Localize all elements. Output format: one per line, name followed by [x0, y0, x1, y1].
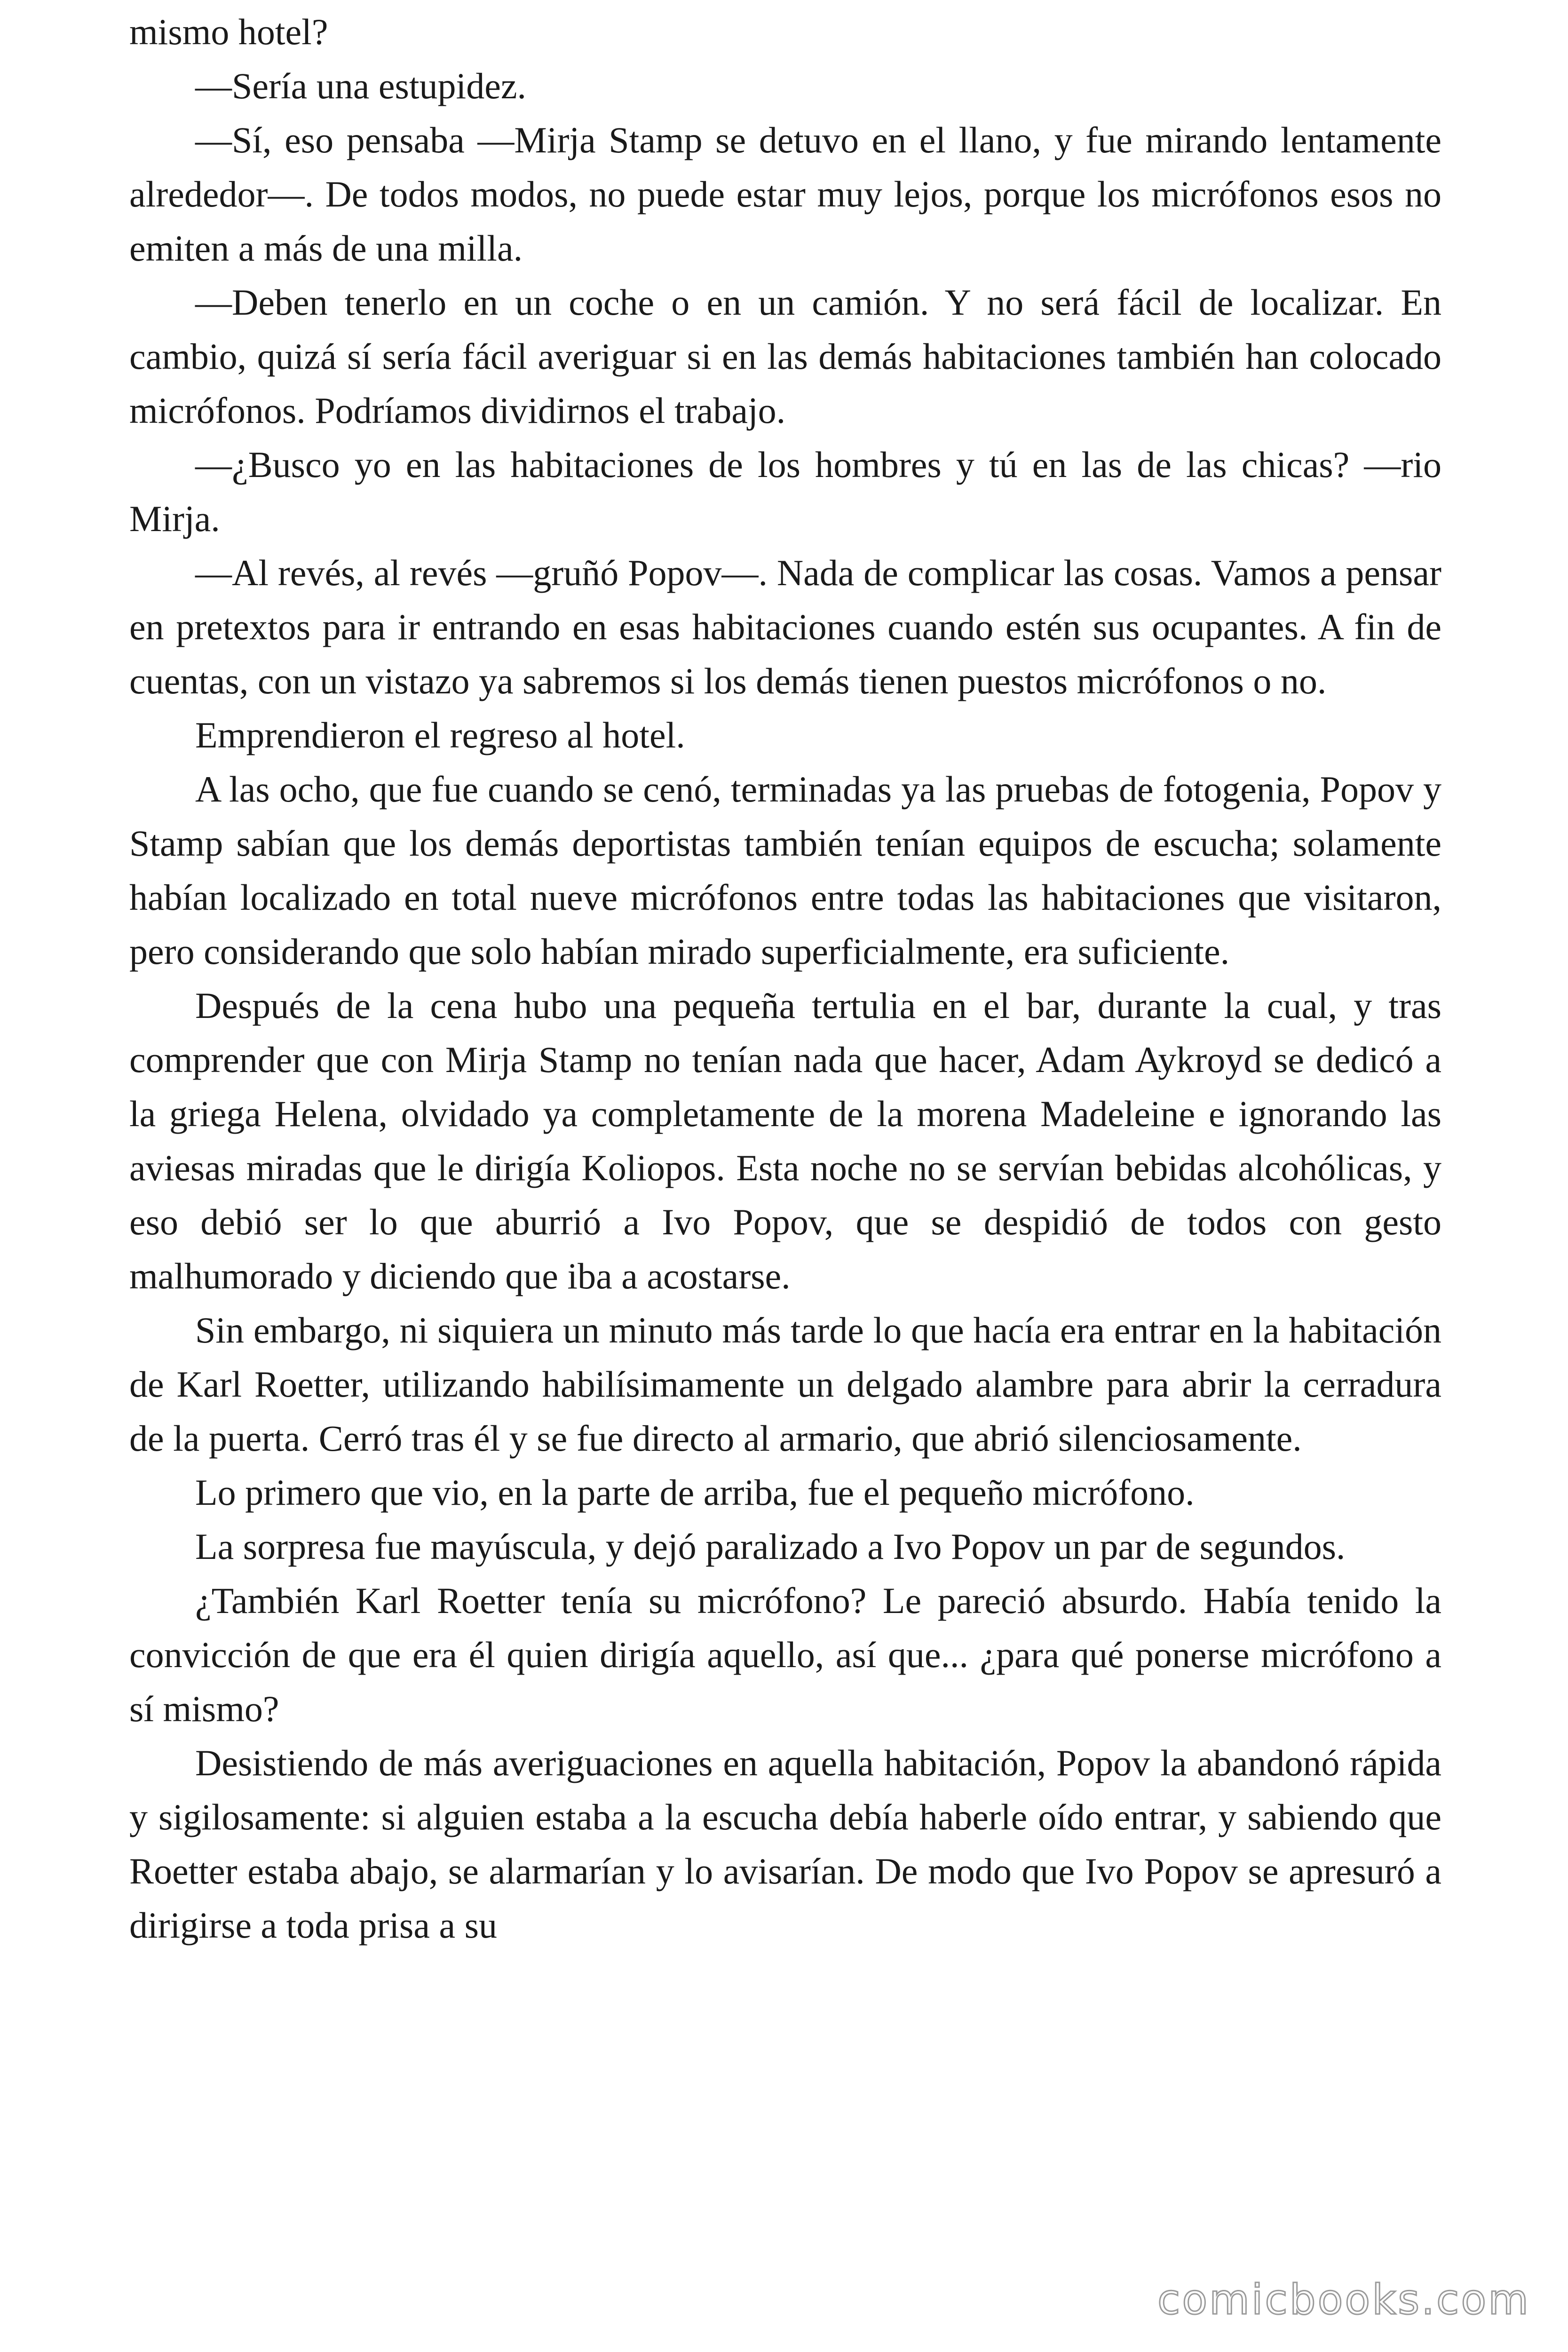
paragraph: —Al revés, al revés —gruñó Popov—. Nada de complicar las cosas. Vamos a pensar en pretextos para ir entrando en esas habitaciones cuando estén sus ocupantes. A fin de cuentas, con un vistazo ya sabremos si los demás tienen puestos micrófonos o no.	[129, 552, 1441, 701]
paragraph: —Deben tenerlo en un coche o en un camión. Y no será fácil de localizar. En cambio, quizá sí sería fácil averiguar si en las demás habitaciones también han colocado micrófonos. Podríamos dividirnos el trabajo.	[129, 282, 1441, 431]
paragraph: —¿Busco yo en las habitaciones de los hombres y tú en las de las chicas? —rio Mirja.	[129, 444, 1441, 539]
paragraph: Después de la cena hubo una pequeña tertulia en el bar, durante la cual, y tras comprender que con Mirja Stamp no tenían nada que hacer, Adam Aykroyd se dedicó a la griega Helena, olvidado ya completamente de la morena Madeleine e ignorando las aviesas miradas que le dirigía Koliopos. Esta noche no se servían bebidas alcohólicas, y eso debió ser lo que aburrió a Ivo Popov, que se despidió de todos con gesto malhumorado y diciendo que iba a acostarse.	[129, 985, 1441, 1296]
paragraph: La sorpresa fue mayúscula, y dejó paralizado a Ivo Popov un par de segundos.	[195, 1526, 1346, 1567]
paragraph: Desistiendo de más averiguaciones en aquella habitación, Popov la abandonó rápida y sigilosamente: si alguien estaba a la escucha debía haberle oído entrar, y sabiendo que Roetter estaba abajo, se alarmarían y lo avisarían. De modo que Ivo Popov se apresuró a dirigirse a toda prisa a su	[129, 1742, 1441, 1946]
watermark: comicbooks.com	[1157, 2275, 1530, 2324]
paragraph: A las ocho, que fue cuando se cenó, terminadas ya las pruebas de fotogenia, Popov y Stamp sabían que los demás deportistas también tenían equipos de escucha; solamente habían localizado en total nueve micrófonos entre todas las habitaciones que visitaron, pero considerando que solo habían mirado superficialmente, era suficiente.	[129, 769, 1441, 972]
page-text	[129, 5, 1441, 1952]
paragraph: ¿También Karl Roetter tenía su micrófono? Le pareció absurdo. Había tenido la convicción de que era él quien dirigía aquello, así que... ¿para qué ponerse micrófono a sí mismo?	[129, 1580, 1441, 1729]
paragraph: Sin embargo, ni siquiera un minuto más tarde lo que hacía era entrar en la habitación de Karl Roetter, utilizando habilísimamente un delgado alambre para abrir la cerradura de la puerta. Cerró tras él y se fue directo al armario, que abrió silenciosamente.	[129, 1310, 1441, 1459]
paragraph: —Sí, eso pensaba —Mirja Stamp se detuvo en el llano, y fue mirando lentamente alrededor—. De todos modos, no puede estar muy lejos, porque los micrófonos esos no emiten a más de una milla.	[129, 119, 1441, 269]
paragraph: —Sería una estupidez.	[195, 65, 526, 106]
paragraph: Lo primero que vio, en la parte de arriba, fue el pequeño micrófono.	[195, 1472, 1195, 1513]
paragraph: Emprendieron el regreso al hotel.	[195, 715, 685, 755]
paragraph: mismo hotel?	[129, 11, 328, 52]
